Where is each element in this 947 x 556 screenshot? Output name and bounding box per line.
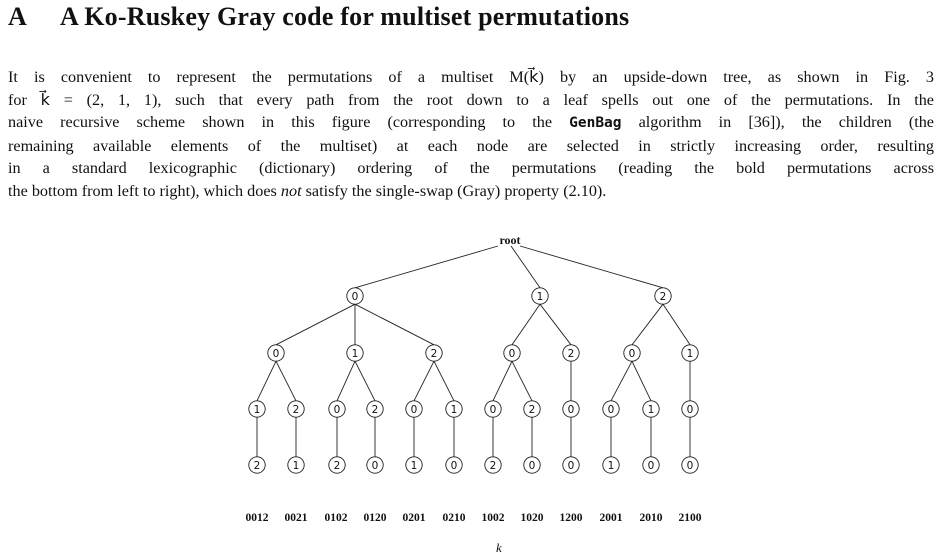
tree-edge — [257, 361, 276, 401]
tree-edge — [663, 304, 690, 345]
node-label: 0 — [333, 403, 341, 416]
tree-root-label: root — [499, 233, 521, 247]
paragraph-text: the bottom from left to right), which does — [8, 181, 281, 200]
permutation-label: 0012 — [245, 512, 269, 524]
node-label: 1 — [292, 459, 300, 472]
tree-edge — [512, 361, 532, 401]
tree-edge — [511, 246, 540, 288]
node-label: 1 — [686, 347, 694, 360]
permutation-label: 0201 — [402, 512, 426, 524]
node-label: 0 — [371, 459, 379, 472]
emphasis-not: not — [280, 181, 302, 200]
permutation-label: 1002 — [481, 512, 505, 524]
tree-node-level1 — [655, 288, 671, 304]
permutation-label: 2010 — [639, 512, 663, 524]
tree-node-level3 — [682, 401, 698, 417]
node-label: 1 — [253, 403, 261, 416]
node-label: 2 — [253, 459, 261, 472]
node-label: 2 — [659, 290, 667, 303]
tree-node-level3 — [563, 401, 579, 417]
node-label: 0 — [647, 459, 655, 472]
permutation-label: 2100 — [678, 512, 702, 524]
tree-node-level2 — [426, 345, 442, 361]
node-label: 2 — [528, 403, 536, 416]
tree-edge — [632, 304, 663, 345]
node-label: 1 — [410, 459, 418, 472]
tree-node-level3 — [329, 401, 345, 417]
tree-edge — [355, 304, 434, 345]
tree-node-level1 — [347, 288, 363, 304]
permutation-label: 0102 — [324, 512, 348, 524]
node-label: 0 — [567, 403, 575, 416]
tree-node-leaf — [524, 457, 540, 473]
paragraph-text: naive recursive scheme shown in this figure (corresponding to the — [8, 113, 570, 132]
tree-node-level2 — [624, 345, 640, 361]
tree-node-level3 — [643, 401, 659, 417]
tree-node-level3 — [485, 401, 501, 417]
algorithm-name: GenBag — [569, 115, 622, 132]
node-label: 0 — [528, 459, 536, 472]
node-label: 1 — [607, 459, 615, 472]
tree-node-level3 — [406, 401, 422, 417]
tree-edge — [493, 361, 512, 401]
section-title: A Ko-Ruskey Gray code for multiset permutations — [60, 2, 630, 31]
paragraph-line-4: remaining available elements of the multiset) at each node are selected in strictly increasing order, resulting — [8, 136, 934, 155]
tree-edge — [512, 304, 540, 345]
tree-node-level3 — [367, 401, 383, 417]
node-label: 1 — [536, 290, 544, 303]
tree-node-level2 — [563, 345, 579, 361]
tree-edge — [276, 304, 355, 345]
tree-edge — [434, 361, 454, 401]
paragraph-line-2: for k⃗ = (2, 1, 1), such that every path from the root down to a leaf spells out one of the permutations. In the — [8, 90, 934, 109]
node-label: 0 — [607, 403, 615, 416]
tree-edge — [337, 361, 355, 401]
tree-node-level2 — [268, 345, 284, 361]
tree-node-leaf — [563, 457, 579, 473]
node-label: 1 — [450, 403, 458, 416]
tree-node-leaf — [288, 457, 304, 473]
node-label: 0 — [489, 403, 497, 416]
tree-node-leaf — [603, 457, 619, 473]
node-label: 2 — [489, 459, 497, 472]
tree-node-leaf — [682, 457, 698, 473]
tree-node-leaf — [367, 457, 383, 473]
node-label: 0 — [410, 403, 418, 416]
node-label: 1 — [351, 347, 359, 360]
node-label: 0 — [450, 459, 458, 472]
paragraph-line-5: in a standard lexicographic (dictionary) ordering of the permutations (reading the bold permutations across — [8, 159, 934, 178]
tree-node-level3 — [446, 401, 462, 417]
node-label: 0 — [686, 403, 694, 416]
tree-edge — [520, 246, 663, 288]
tree-node-leaf — [406, 457, 422, 473]
tree-node-leaf — [643, 457, 659, 473]
tree-node-level3 — [288, 401, 304, 417]
node-label: 0 — [567, 459, 575, 472]
permutation-list — [0, 512, 947, 530]
permutation-label: 0021 — [284, 512, 308, 524]
tree-node-leaf — [249, 457, 265, 473]
permutation-label: 0210 — [442, 512, 466, 524]
permutation-label: 1020 — [520, 512, 544, 524]
node-label: 1 — [647, 403, 655, 416]
tree-node-level2 — [504, 345, 520, 361]
tree-edge — [414, 361, 434, 401]
tree-edge — [611, 361, 632, 401]
tree-node-level3 — [524, 401, 540, 417]
tree-edge — [540, 304, 571, 345]
node-label: 2 — [567, 347, 575, 360]
tree-node-level1 — [532, 288, 548, 304]
permutation-label: 1200 — [559, 512, 583, 524]
tree-edge — [355, 246, 498, 288]
tree-node-leaf — [446, 457, 462, 473]
node-label: 0 — [351, 290, 359, 303]
tree-node-level3 — [249, 401, 265, 417]
tree-node-leaf — [485, 457, 501, 473]
tree-node-level2 — [682, 345, 698, 361]
tree-edge — [632, 361, 651, 401]
figure-caption-fragment: k⃗ — [496, 540, 512, 555]
node-label: 0 — [628, 347, 636, 360]
tree-edge — [355, 361, 375, 401]
tree-edge — [276, 361, 296, 401]
tree-node-leaf — [329, 457, 345, 473]
node-label: 2 — [371, 403, 379, 416]
paragraph-text: satisfy the single-swap (Gray) property (2.10). — [301, 181, 607, 200]
permutation-label: 0120 — [363, 512, 387, 524]
paragraph-line-1: It is convenient to represent the permutations of a multiset M(k⃗) by an upside-down tree, as shown in Fig. 3 — [8, 68, 934, 86]
node-label: 0 — [686, 459, 694, 472]
section-letter: A — [8, 2, 27, 31]
node-label: 0 — [508, 347, 516, 360]
node-label: 2 — [292, 403, 300, 416]
permutation-label: 2001 — [599, 512, 623, 524]
node-label: 0 — [272, 347, 280, 360]
node-label: 2 — [430, 347, 438, 360]
paragraph-text: algorithm in [36]), the children (the — [621, 113, 934, 132]
tree-node-level2 — [347, 345, 363, 361]
tree-node-level3 — [603, 401, 619, 417]
node-label: 2 — [333, 459, 341, 472]
